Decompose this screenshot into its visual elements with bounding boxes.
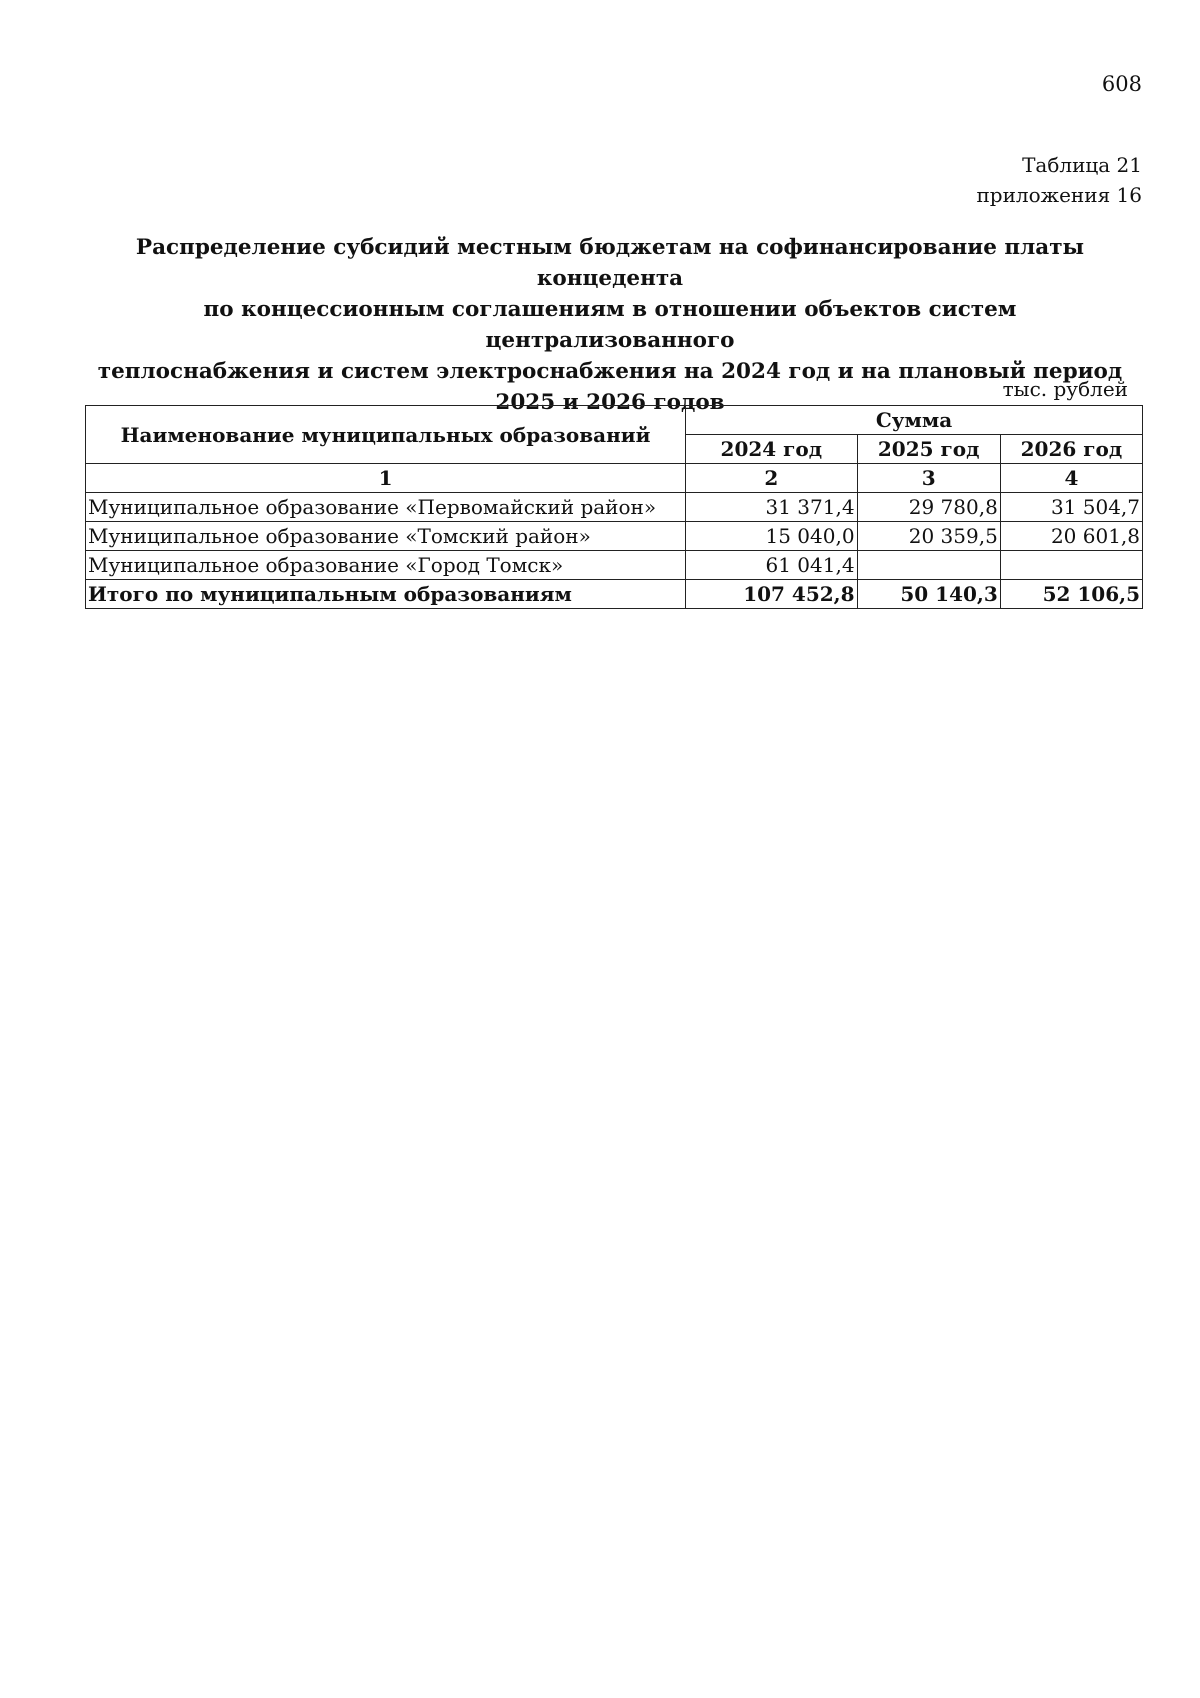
document-title xyxy=(80,232,1140,418)
value-2025 xyxy=(857,551,1000,580)
table-reference xyxy=(976,150,1142,210)
table-reference-line2: приложения 16 xyxy=(976,183,1142,207)
value-2024: 15 040,0 xyxy=(686,522,857,551)
municipality-name: Муниципальное образование «Город Томск» xyxy=(86,551,686,580)
value-2025: 29 780,8 xyxy=(857,493,1000,522)
total-label: Итого по муниципальным образованиям xyxy=(86,580,686,609)
title-line-2: по концессионным соглашениям в отношении объектов систем централизованного xyxy=(203,297,1017,353)
value-2026 xyxy=(1000,551,1142,580)
header-year-2026: 2026 год xyxy=(1000,435,1142,464)
title-line-4: 2025 и 2026 годов xyxy=(495,390,725,415)
table-reference-line1: Таблица 21 xyxy=(1022,153,1142,177)
column-index-row xyxy=(86,464,1143,493)
value-2026: 20 601,8 xyxy=(1000,522,1142,551)
table-row xyxy=(86,493,1143,522)
table-row xyxy=(86,522,1143,551)
header-year-2024: 2024 год xyxy=(686,435,857,464)
municipality-name: Муниципальное образование «Томский район» xyxy=(86,522,686,551)
value-2024: 31 371,4 xyxy=(686,493,857,522)
header-year-2025: 2025 год xyxy=(857,435,1000,464)
header-name: Наименование муниципальных образований xyxy=(86,406,686,464)
total-2026: 52 106,5 xyxy=(1000,580,1142,609)
value-2024: 61 041,4 xyxy=(686,551,857,580)
column-index: 2 xyxy=(686,464,857,493)
column-index: 3 xyxy=(857,464,1000,493)
value-2025: 20 359,5 xyxy=(857,522,1000,551)
title-line-1: Распределение субсидий местным бюджетам на софинансирование платы концедента xyxy=(135,235,1085,291)
column-index: 4 xyxy=(1000,464,1142,493)
header-row xyxy=(86,406,1143,435)
title-line-3: теплоснабжения и систем электроснабжения на 2024 год и на плановый период xyxy=(97,359,1123,384)
column-index: 1 xyxy=(86,464,686,493)
header-sum: Сумма xyxy=(686,406,1143,435)
table-row xyxy=(86,551,1143,580)
municipality-name: Муниципальное образование «Первомайский район» xyxy=(86,493,686,522)
total-2025: 50 140,3 xyxy=(857,580,1000,609)
subsidy-table xyxy=(85,405,1143,609)
page-number: 608 xyxy=(1101,72,1142,96)
units-label: тыс. рублей xyxy=(1002,377,1128,401)
total-2024: 107 452,8 xyxy=(686,580,857,609)
value-2026: 31 504,7 xyxy=(1000,493,1142,522)
total-row xyxy=(86,580,1143,609)
